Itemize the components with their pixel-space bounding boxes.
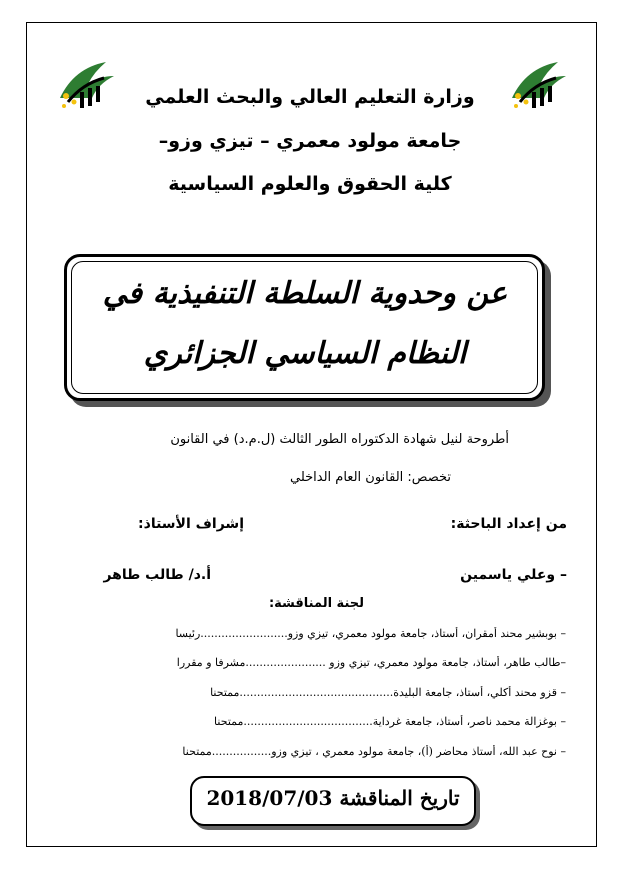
ministry-name: وزارة التعليم العالي والبحث العلمي <box>145 86 475 108</box>
faculty-name: كلية الحقوق والعلوم السياسية <box>168 173 452 195</box>
committee-member: –طالب طاهر، أستاذ، جامعة مولود معمري، تيزي وزو .......................مشرفا و مقررا <box>176 656 566 669</box>
committee-member: – قزو محند أكلي، أستاذ، جامعة البليدة............................................ممتحنا <box>210 686 566 699</box>
committee-member: – نوح عبد الله، أستاذ محاضر (أ)، جامعة مولود معمري ، تيزي وزو.................ممتحنا <box>182 745 566 758</box>
supervisor-name: أ.د/ طالب طاهر <box>103 567 211 583</box>
committee-member: – بوغزالة محمد ناصر، أستاذ، جامعة غرداية.....................................ممتحنا <box>214 715 566 728</box>
thesis-specialty: تخصص: القانون العام الداخلي <box>289 470 451 485</box>
student-name: – وعلي ياسمين <box>460 567 567 583</box>
supervision-label: إشراف الأستاذ: <box>138 516 244 532</box>
university-name: جامعة مولود معمري – تيزي وزو– <box>158 130 462 152</box>
committee-title: لجنة المناقشة: <box>268 596 364 611</box>
committee-member: – بوبشير محند أمقران، أستاذ، جامعة مولود معمري، تيزي وزو.........................رئيسا <box>175 627 566 640</box>
university-logo-icon <box>506 58 572 112</box>
thesis-description: أطروحة لنيل شهادة الدكتوراه الطور الثالث (ل.م.د) في القانون <box>170 432 509 447</box>
thesis-title-line-2: النظام السياسي الجزائري <box>143 336 467 371</box>
prepared-by-label: من إعداد الباحثة: <box>450 516 567 532</box>
thesis-title-line-1: عن وحدوية السلطة التنفيذية في <box>102 276 508 311</box>
defense-date: تاريخ المناقشة 2018/07/03 <box>206 786 460 810</box>
university-logo-icon <box>54 58 120 112</box>
